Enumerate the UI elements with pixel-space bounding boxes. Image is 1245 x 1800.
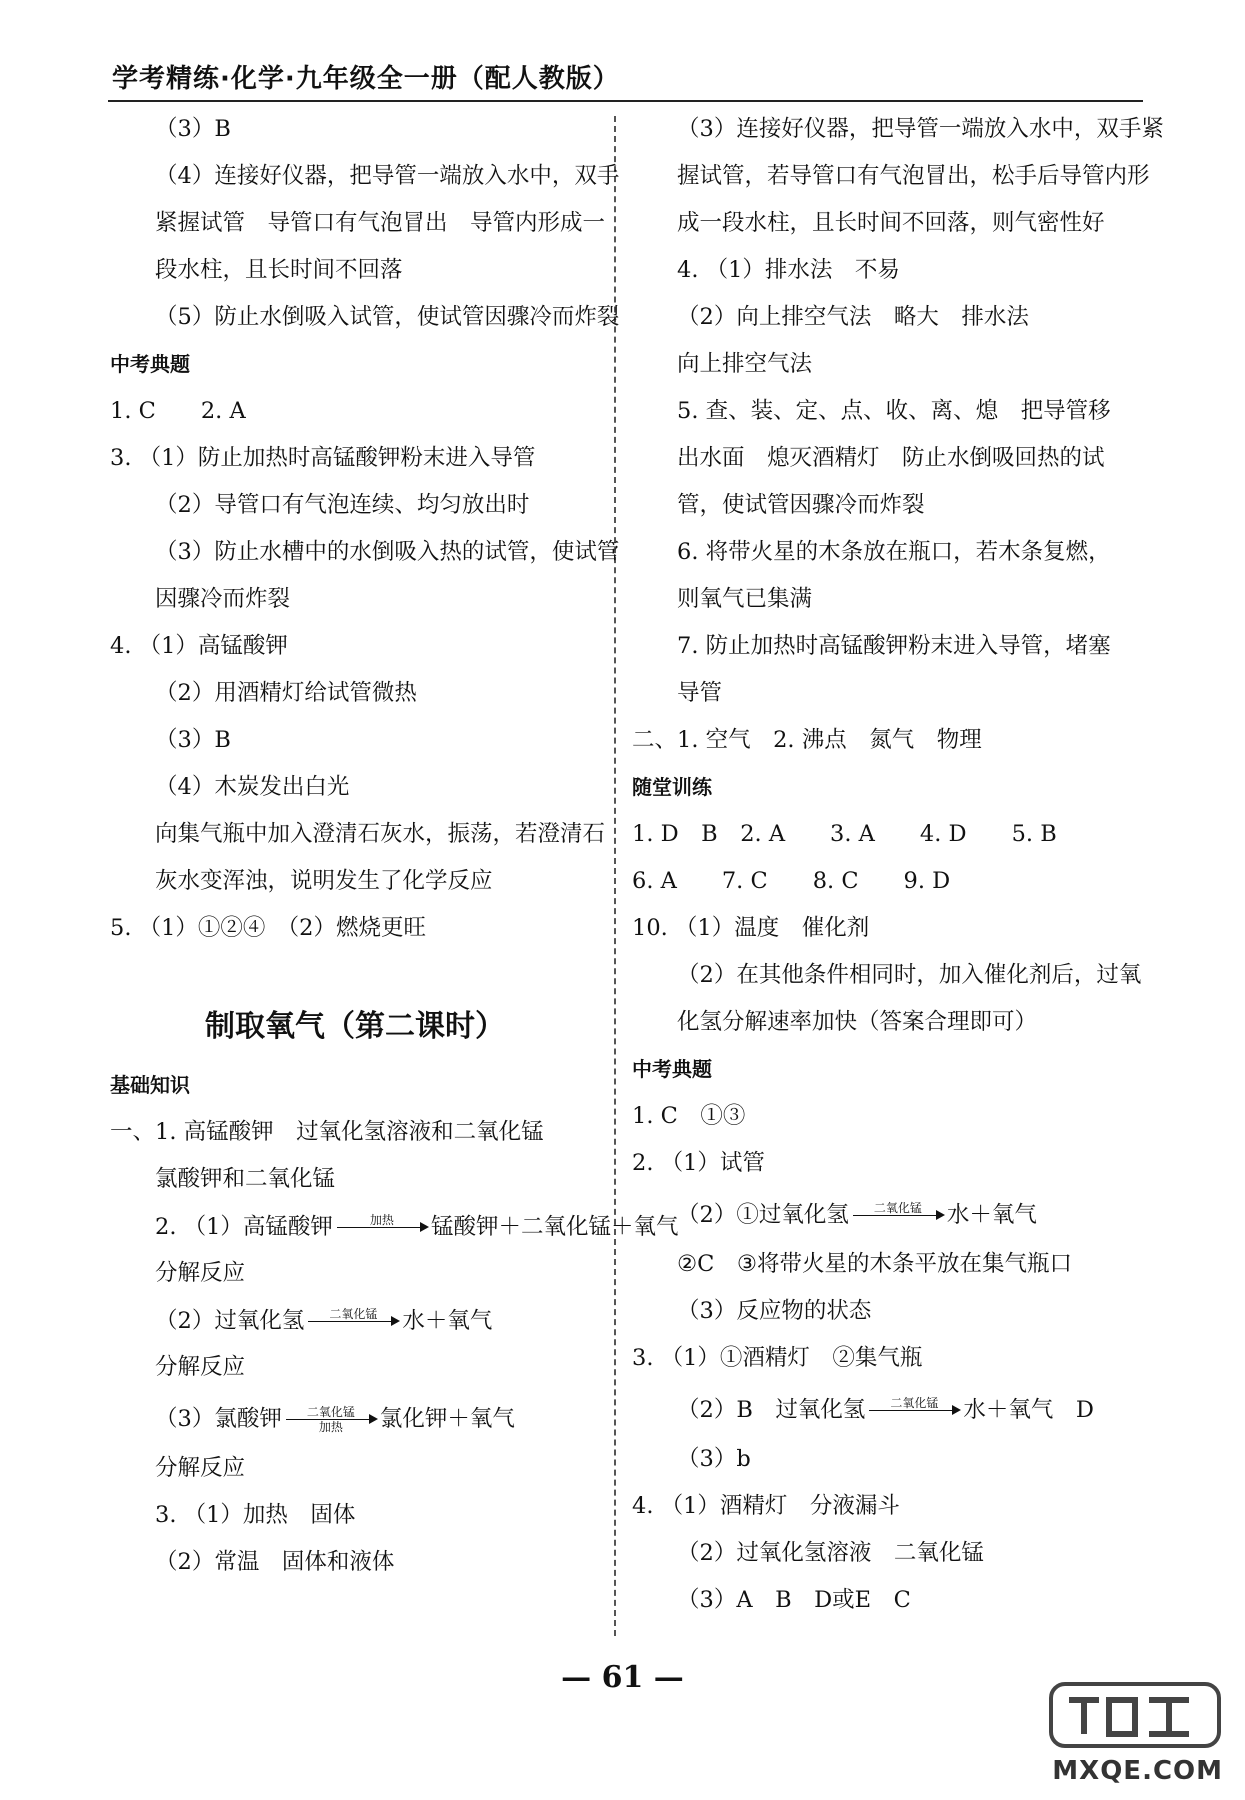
answer-line: 向集气瓶中加入澄清石灰水，振荡，若澄清石 (155, 821, 606, 847)
reaction-arrow (286, 1405, 376, 1434)
section-heading: 基础知识 (110, 1073, 190, 1097)
answer-line: （2）过氧化氢溶液 二氧化锰 (677, 1540, 984, 1566)
answer-line: （3）反应物的状态 (677, 1298, 872, 1324)
equation-reactant: 2. （1）高锰酸钾 (155, 1213, 333, 1240)
equation-line (632, 1187, 1152, 1241)
section-heading: 随堂训练 (632, 775, 712, 799)
answer-line: ②C ③将带火星的木条平放在集气瓶口 (677, 1251, 1073, 1277)
answer-line: 6. 将带火星的木条放在瓶口，若木条复燃， (677, 539, 1111, 565)
header-rule (108, 100, 1143, 102)
answer-line: 3. （1）①酒精灯 ②集气瓶 (632, 1345, 923, 1371)
answer-line: 分解反应 (155, 1455, 246, 1481)
equation-line (110, 1297, 600, 1344)
equation-product: 氯化钾＋氧气 (379, 1406, 515, 1432)
answer-line: （3）b (677, 1446, 751, 1472)
answer-line: （4）木炭发出白光 (155, 774, 350, 800)
reaction-arrow (853, 1201, 943, 1230)
answer-line: （5）防止水倒吸入试管，使试管因骤冷而炸裂 (155, 304, 620, 330)
equation-reactant: （2）B 过氧化氢 (677, 1397, 866, 1423)
answer-line: 5. 查、装、定、点、收、离、熄 把导管移 (677, 398, 1111, 424)
reaction-arrow (337, 1213, 427, 1242)
answer-line: 4. （1）排水法 不易 (677, 257, 900, 283)
answer-line: 氯酸钾和二氧化锰 (155, 1166, 336, 1192)
right-column (632, 106, 1164, 1624)
answer-line: 7. 防止加热时高锰酸钾粉末进入导管，堵塞 (677, 633, 1111, 659)
answer-line: 管，使试管因骤冷而炸裂 (677, 492, 925, 518)
answer-line: 握试管，若导管口有气泡冒出，松手后导管内形 (677, 163, 1150, 189)
answer-line: （2）导管口有气泡连续、均匀放出时 (155, 492, 530, 518)
answer-line: （3）A B D或E C (677, 1587, 911, 1613)
answer-line: （2）常温 固体和液体 (155, 1549, 395, 1575)
equation-product: 水＋氧气 D (963, 1397, 1094, 1423)
answer-line: 分解反应 (155, 1260, 246, 1286)
equation-line (110, 1203, 679, 1250)
answer-line: 6. A 7. C 8. C 9. D (632, 868, 951, 894)
reaction-arrow (308, 1307, 398, 1336)
answer-line: 化氢分解速率加快（答案合理即可） (677, 1009, 1038, 1035)
answer-line: 出水面 熄灭酒精灯 防止水倒吸回热的试 (677, 445, 1105, 471)
equation-line (632, 1382, 1152, 1436)
answer-line: 3. （1）防止加热时高锰酸钾粉末进入导管 (110, 445, 536, 471)
answer-line: （2）向上排空气法 略大 排水法 (677, 304, 1029, 330)
lesson-title: 制取氧气（第二课时） (205, 1009, 505, 1044)
answer-line: 2. （1）试管 (632, 1150, 765, 1176)
answer-line: 成一段水柱，且长时间不回落，则气密性好 (677, 210, 1105, 236)
answer-line: （4）连接好仪器，把导管一端放入水中，双手 (155, 163, 620, 189)
answer-line: （2）在其他条件相同时，加入催化剂后，过氧 (677, 962, 1142, 988)
answer-line: 导管 (677, 680, 723, 706)
equation-product: 水＋氧气 (946, 1202, 1037, 1228)
watermark-text: MXQE.COM (1052, 1756, 1223, 1786)
equation-product: 水＋氧气 (402, 1307, 493, 1334)
answer-line: 3. （1）加热 固体 (155, 1502, 356, 1528)
reaction-arrow (869, 1396, 959, 1425)
equation-line (110, 1391, 600, 1445)
answer-line: 灰水变浑浊，说明发生了化学反应 (155, 868, 493, 894)
equation-reactant: （2）①过氧化氢 (677, 1202, 849, 1228)
reaction-condition-below: 加热 (318, 1419, 343, 1434)
answer-line: 10. （1）温度 催化剂 (632, 915, 870, 941)
equation-reactant: （2）过氧化氢 (155, 1307, 305, 1334)
reaction-condition: 加热 (369, 1212, 394, 1227)
reaction-condition: 二氧化锰 (890, 1395, 939, 1410)
answer-line: 5. （1）①②④ （2）燃烧更旺 (110, 915, 427, 941)
answer-line: 1. C ①③ (632, 1103, 746, 1129)
answer-line: 1. C 2. A (110, 398, 246, 424)
equation-product: 锰酸钾＋二氧化锰＋氧气 (430, 1213, 679, 1240)
column-divider (614, 116, 616, 1636)
answer-line: 段水柱，且长时间不回落 (155, 257, 403, 283)
answer-line: 则氧气已集满 (677, 586, 813, 612)
answer-line: 因骤冷而炸裂 (155, 586, 291, 612)
answer-line: 二、1. 空气 2. 沸点 氮气 物理 (632, 727, 982, 753)
answer-line: 4. （1）高锰酸钾 (110, 633, 288, 659)
answer-line: （3）防止水槽中的水倒吸入热的试管，使试管 (155, 539, 620, 565)
answer-line: 1. D B 2. A 3. A 4. D 5. B (632, 821, 1057, 847)
answer-line: （3）B (155, 727, 231, 753)
reaction-condition: 二氧化锰 (306, 1404, 355, 1419)
reaction-condition: 二氧化锰 (329, 1306, 378, 1321)
answer-line: 紧握试管 导管口有气泡冒出 导管内形成一 (155, 210, 606, 236)
reaction-condition: 二氧化锰 (873, 1200, 922, 1215)
answer-line: 向上排空气法 (677, 351, 813, 377)
header-title: 学考精练·化学·九年级全一册（配人教版） (112, 64, 620, 94)
answer-line: （2）用酒精灯给试管微热 (155, 680, 417, 706)
answer-line: 4. （1）酒精灯 分液漏斗 (632, 1493, 900, 1519)
answer-line: （3）B (155, 116, 231, 142)
page-number: — 61 — (561, 1660, 684, 1695)
answer-line: （3）连接好仪器，把导管一端放入水中，双手紧 (677, 116, 1164, 142)
answer-line: 分解反应 (155, 1354, 246, 1380)
answer-line: 一、1. 高锰酸钾 过氧化氢溶液和二氧化锰 (110, 1119, 544, 1145)
equation-reactant: （3）氯酸钾 (155, 1406, 282, 1432)
section-heading: 中考典题 (110, 352, 190, 376)
section-heading: 中考典题 (632, 1057, 712, 1081)
